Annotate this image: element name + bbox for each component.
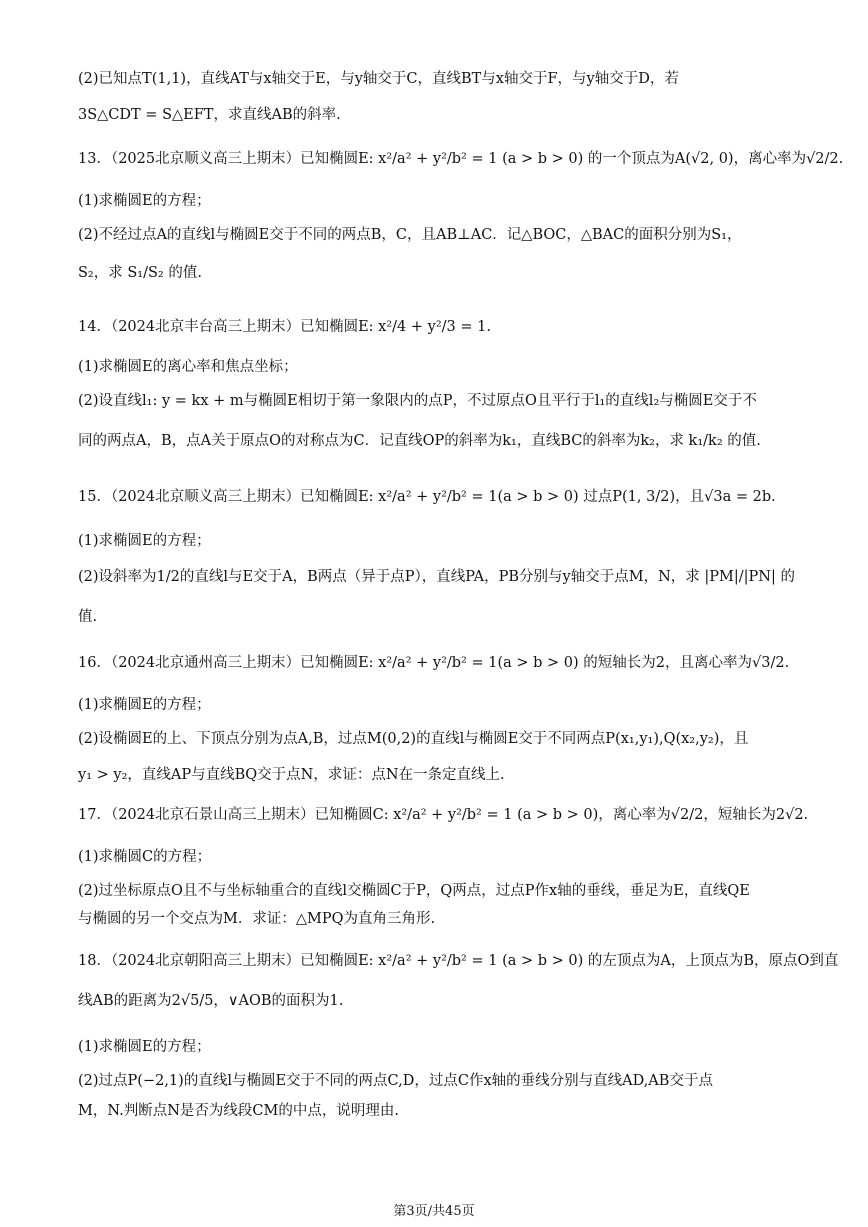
text-line: (1)求椭圆E的离心率和焦点坐标； <box>78 359 298 375</box>
text-line: (2)过坐标原点O且不与坐标轴重合的直线l交椭圆C于P，Q两点，过点P作x轴的垂线，垂足为E，直线QE <box>78 883 750 899</box>
text-line: 与椭圆的另一个交点为M．求证：△MPQ为直角三角形. <box>78 911 436 927</box>
text-line: 3S△CDT = S△EFT，求直线AB的斜率. <box>78 107 341 123</box>
text-line: (2)过点P(−2,1)的直线l与椭圆E交于不同的两点C,D，过点C作x轴的垂线分别与直线AD,AB交于点 <box>78 1073 713 1089</box>
text-line: 线AB的距离为2√5/5，∨AOB的面积为1. <box>78 993 344 1009</box>
text-line: (2)设椭圆E的上、下顶点分别为点A,B，过点M(0,2)的直线l与椭圆E交于不同两点P(x₁,y₁),Q(x₂,y₂)，且 <box>78 731 749 747</box>
text-line: (2)设斜率为1/2的直线l与E交于A，B两点（异于点P），直线PA，PB分别与y轴交于点M，N，求 |PM|/|PN| 的 <box>78 569 795 585</box>
text-line: 同的两点A，B，点A关于原点O的对称点为C．记直线OP的斜率为k₁，直线BC的斜率为k₂，求 k₁/k₂ 的值. <box>78 433 761 449</box>
page-footer: 第3页/共45页 <box>393 1204 475 1219</box>
text-line: (1)求椭圆E的方程； <box>78 193 211 209</box>
text-line: (1)求椭圆C的方程； <box>78 849 212 865</box>
text-line: S₂，求 S₁/S₂ 的值. <box>78 265 202 281</box>
text-line: 14．（2024北京丰台高三上期末）已知椭圆E: x²/4 + y²/3 = 1. <box>78 319 491 335</box>
text-line: (2)已知点T(1,1)，直线AT与x轴交于E，与y轴交于C，直线BT与x轴交于F，与y轴交于D，若 <box>78 71 679 87</box>
text-line: 13．（2025北京顺义高三上期末）已知椭圆E: x²/a² + y²/b² = 1 (a > b > 0) 的一个顶点为A(√2, 0)，离心率为√2/2. <box>78 151 844 167</box>
text-line: 值. <box>78 609 98 625</box>
text-line: M，N.判断点N是否为线段CM的中点，说明理由. <box>78 1103 399 1119</box>
text-line: (1)求椭圆E的方程； <box>78 1039 211 1055</box>
text-line: 17．（2024北京石景山高三上期末）已知椭圆C: x²/a² + y²/b² = 1 (a > b > 0)，离心率为√2/2，短轴长为2√2. <box>78 807 809 823</box>
text-line: y₁ > y₂，直线AP与直线BQ交于点N，求证：点N在一条定直线上. <box>78 767 505 783</box>
text-line: 16．（2024北京通州高三上期末）已知椭圆E: x²/a² + y²/b² = 1(a > b > 0) 的短轴长为2，且离心率为√3/2. <box>78 655 790 671</box>
text-line: (1)求椭圆E的方程； <box>78 697 211 713</box>
text-line: (1)求椭圆E的方程； <box>78 533 211 549</box>
text-line: (2)不经过点A的直线l与椭圆E交于不同的两点B，C，且AB⊥AC．记△BOC，△BAC的面积分别为S₁， <box>78 227 742 243</box>
text-line: (2)设直线l₁: y = kx + m与椭圆E相切于第一象限内的点P，不过原点O且平行于l₁的直线l₂与椭圆E交于不 <box>78 393 757 409</box>
text-line: 18．（2024北京朝阳高三上期末）已知椭圆E: x²/a² + y²/b² = 1 (a > b > 0) 的左顶点为A，上顶点为B，原点O到直 <box>78 953 839 969</box>
text-line: 15．（2024北京顺义高三上期末）已知椭圆E: x²/a² + y²/b² = 1(a > b > 0) 过点P(1, 3/2)，且√3a = 2b. <box>78 489 776 505</box>
